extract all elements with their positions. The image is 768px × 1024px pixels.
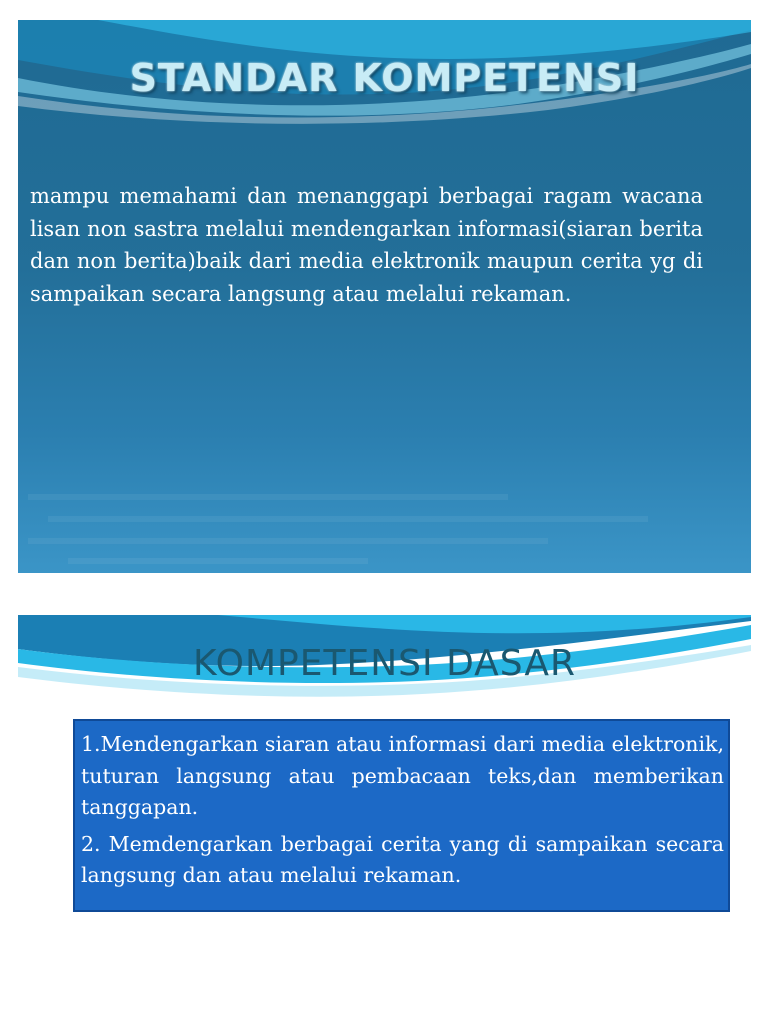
list-item	[81, 829, 724, 892]
competency-list-box	[73, 719, 730, 912]
slide-title: STANDAR KOMPETENSI	[129, 56, 640, 100]
list-item-marker: 1.	[81, 732, 101, 756]
slide-body-text: mampu memahami dan menanggapi berbagai ragam wacana lisan non sastra melalui mendengarkan informasi(siaran berita dan non berita)baik dari media elektronik maupun cerita yg di sampaikan secara langsung atau melalui rekaman.	[30, 184, 703, 306]
list-item-text: Memdengarkan berbagai cerita yang di sampaikan secara langsung dan atau melalui rekaman.	[81, 831, 725, 887]
list-item	[81, 729, 724, 824]
slide-kompetensi-dasar	[18, 615, 751, 930]
slide-standar-kompetensi	[18, 20, 751, 573]
list-item-marker: 2.	[81, 831, 109, 856]
list-item-text: Mendengarkan siaran atau informasi dari media elektronik, tuturan langsung atau pembacaan teks,dan memberikan tanggapan.	[81, 732, 724, 819]
slide-title: KOMPETENSI DASAR	[193, 643, 576, 684]
faint-background-lines	[28, 490, 728, 570]
